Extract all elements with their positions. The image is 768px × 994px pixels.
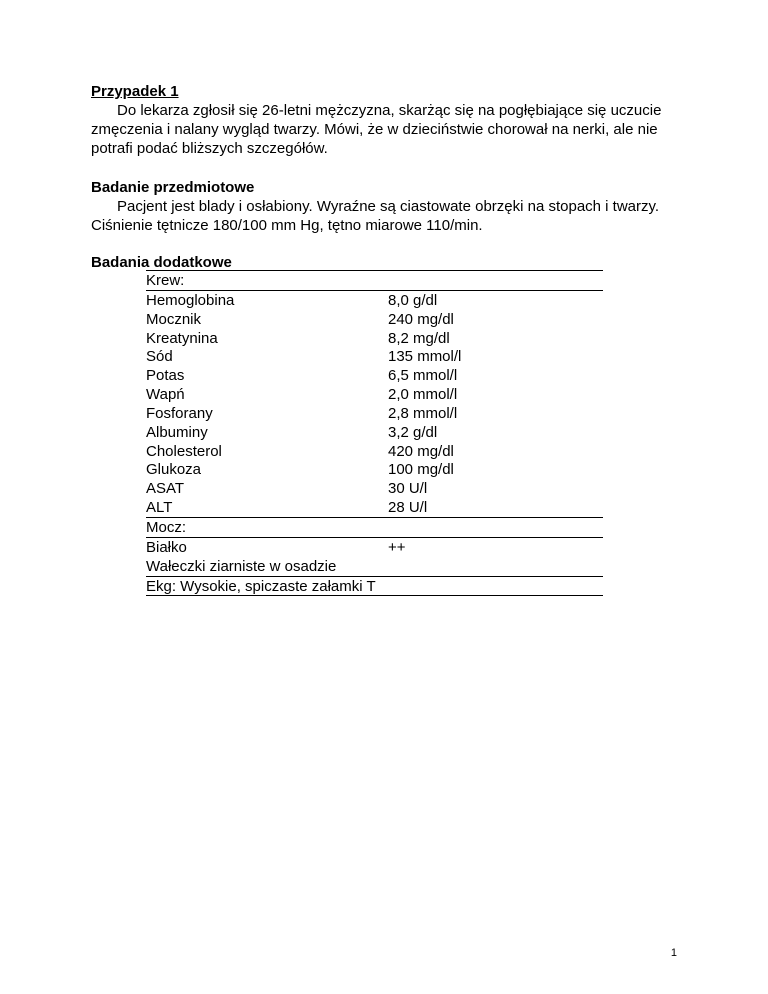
table-row [146, 404, 603, 423]
page-number: 1 [670, 947, 677, 959]
table-row [146, 460, 603, 479]
lab-value: 8,0 g/dl [388, 291, 438, 309]
blood-header-row [146, 270, 603, 291]
lab-name: Wapń [146, 386, 185, 404]
table-row [146, 498, 603, 517]
physical-exam-title: Badanie przedmiotowe [91, 179, 255, 196]
lab-tests-title: Badania dodatkowe [91, 254, 232, 271]
lab-value: 2,8 mmol/l [388, 404, 458, 422]
physical-exam-description: Pacjent jest blady i osłabiony. Wyraźne są ciastowate obrzęki na stopach i twarzy. Ciśnienie tętnicze 180/100 mm Hg, tętno miarowe 110/min. [91, 198, 660, 234]
lab-name: Białko [146, 538, 187, 556]
table-row [146, 538, 603, 557]
table-row [146, 557, 603, 576]
case-description: Do lekarza zgłosił się 26-letni mężczyzna, skarżąc się na pogłębiające się uczucie zmęczenia i nalany wygląd twarzy. Mówi, że w dzieciństwie chorował na nerki, ale nie potrafi podać bliższych szczegółów. [91, 102, 662, 157]
lab-value: 240 mg/dl [388, 310, 454, 328]
table-row [146, 423, 603, 442]
lab-value: 28 U/l [388, 499, 428, 517]
ekg-result: Ekg: Wysokie, spiczaste załamki T [146, 577, 376, 595]
table-row [146, 366, 603, 385]
lab-value: 6,5 mmol/l [388, 367, 458, 385]
lab-name: Albuminy [146, 423, 208, 441]
table-row [146, 347, 603, 366]
lab-value: ++ [388, 538, 406, 556]
lab-name: Potas [146, 367, 185, 385]
lab-value: 8,2 mg/dl [388, 329, 450, 347]
lab-name: Kreatynina [146, 329, 218, 347]
table-row [146, 329, 603, 348]
table-row [146, 479, 603, 498]
lab-value: 3,2 g/dl [388, 423, 438, 441]
table-row [146, 310, 603, 329]
lab-name: Wałeczki ziarniste w osadzie [146, 557, 337, 575]
lab-name: Sód [146, 348, 173, 366]
case-title: Przypadek 1 [91, 83, 179, 100]
table-row [146, 442, 603, 461]
lab-name: Mocznik [146, 310, 202, 328]
lab-value: 30 U/l [388, 480, 428, 498]
blood-header: Krew: [146, 272, 185, 289]
lab-name: Glukoza [146, 461, 202, 479]
table-row [146, 291, 603, 310]
physical-exam-section [91, 178, 691, 235]
lab-value: 420 mg/dl [388, 442, 454, 460]
ekg-row [146, 576, 603, 597]
urine-header: Mocz: [146, 518, 187, 536]
lab-value: 100 mg/dl [388, 461, 454, 479]
lab-name: ALT [146, 499, 173, 517]
case-section [91, 82, 691, 158]
urine-header-row [146, 517, 603, 538]
table-row [146, 385, 603, 404]
lab-value: 2,0 mmol/l [388, 386, 458, 404]
lab-name: Cholesterol [146, 442, 222, 460]
lab-name: Hemoglobina [146, 291, 235, 309]
lab-results-table [146, 270, 603, 596]
lab-name: ASAT [146, 480, 185, 498]
lab-name: Fosforany [146, 404, 213, 422]
lab-value: 135 mmol/l [388, 348, 462, 366]
